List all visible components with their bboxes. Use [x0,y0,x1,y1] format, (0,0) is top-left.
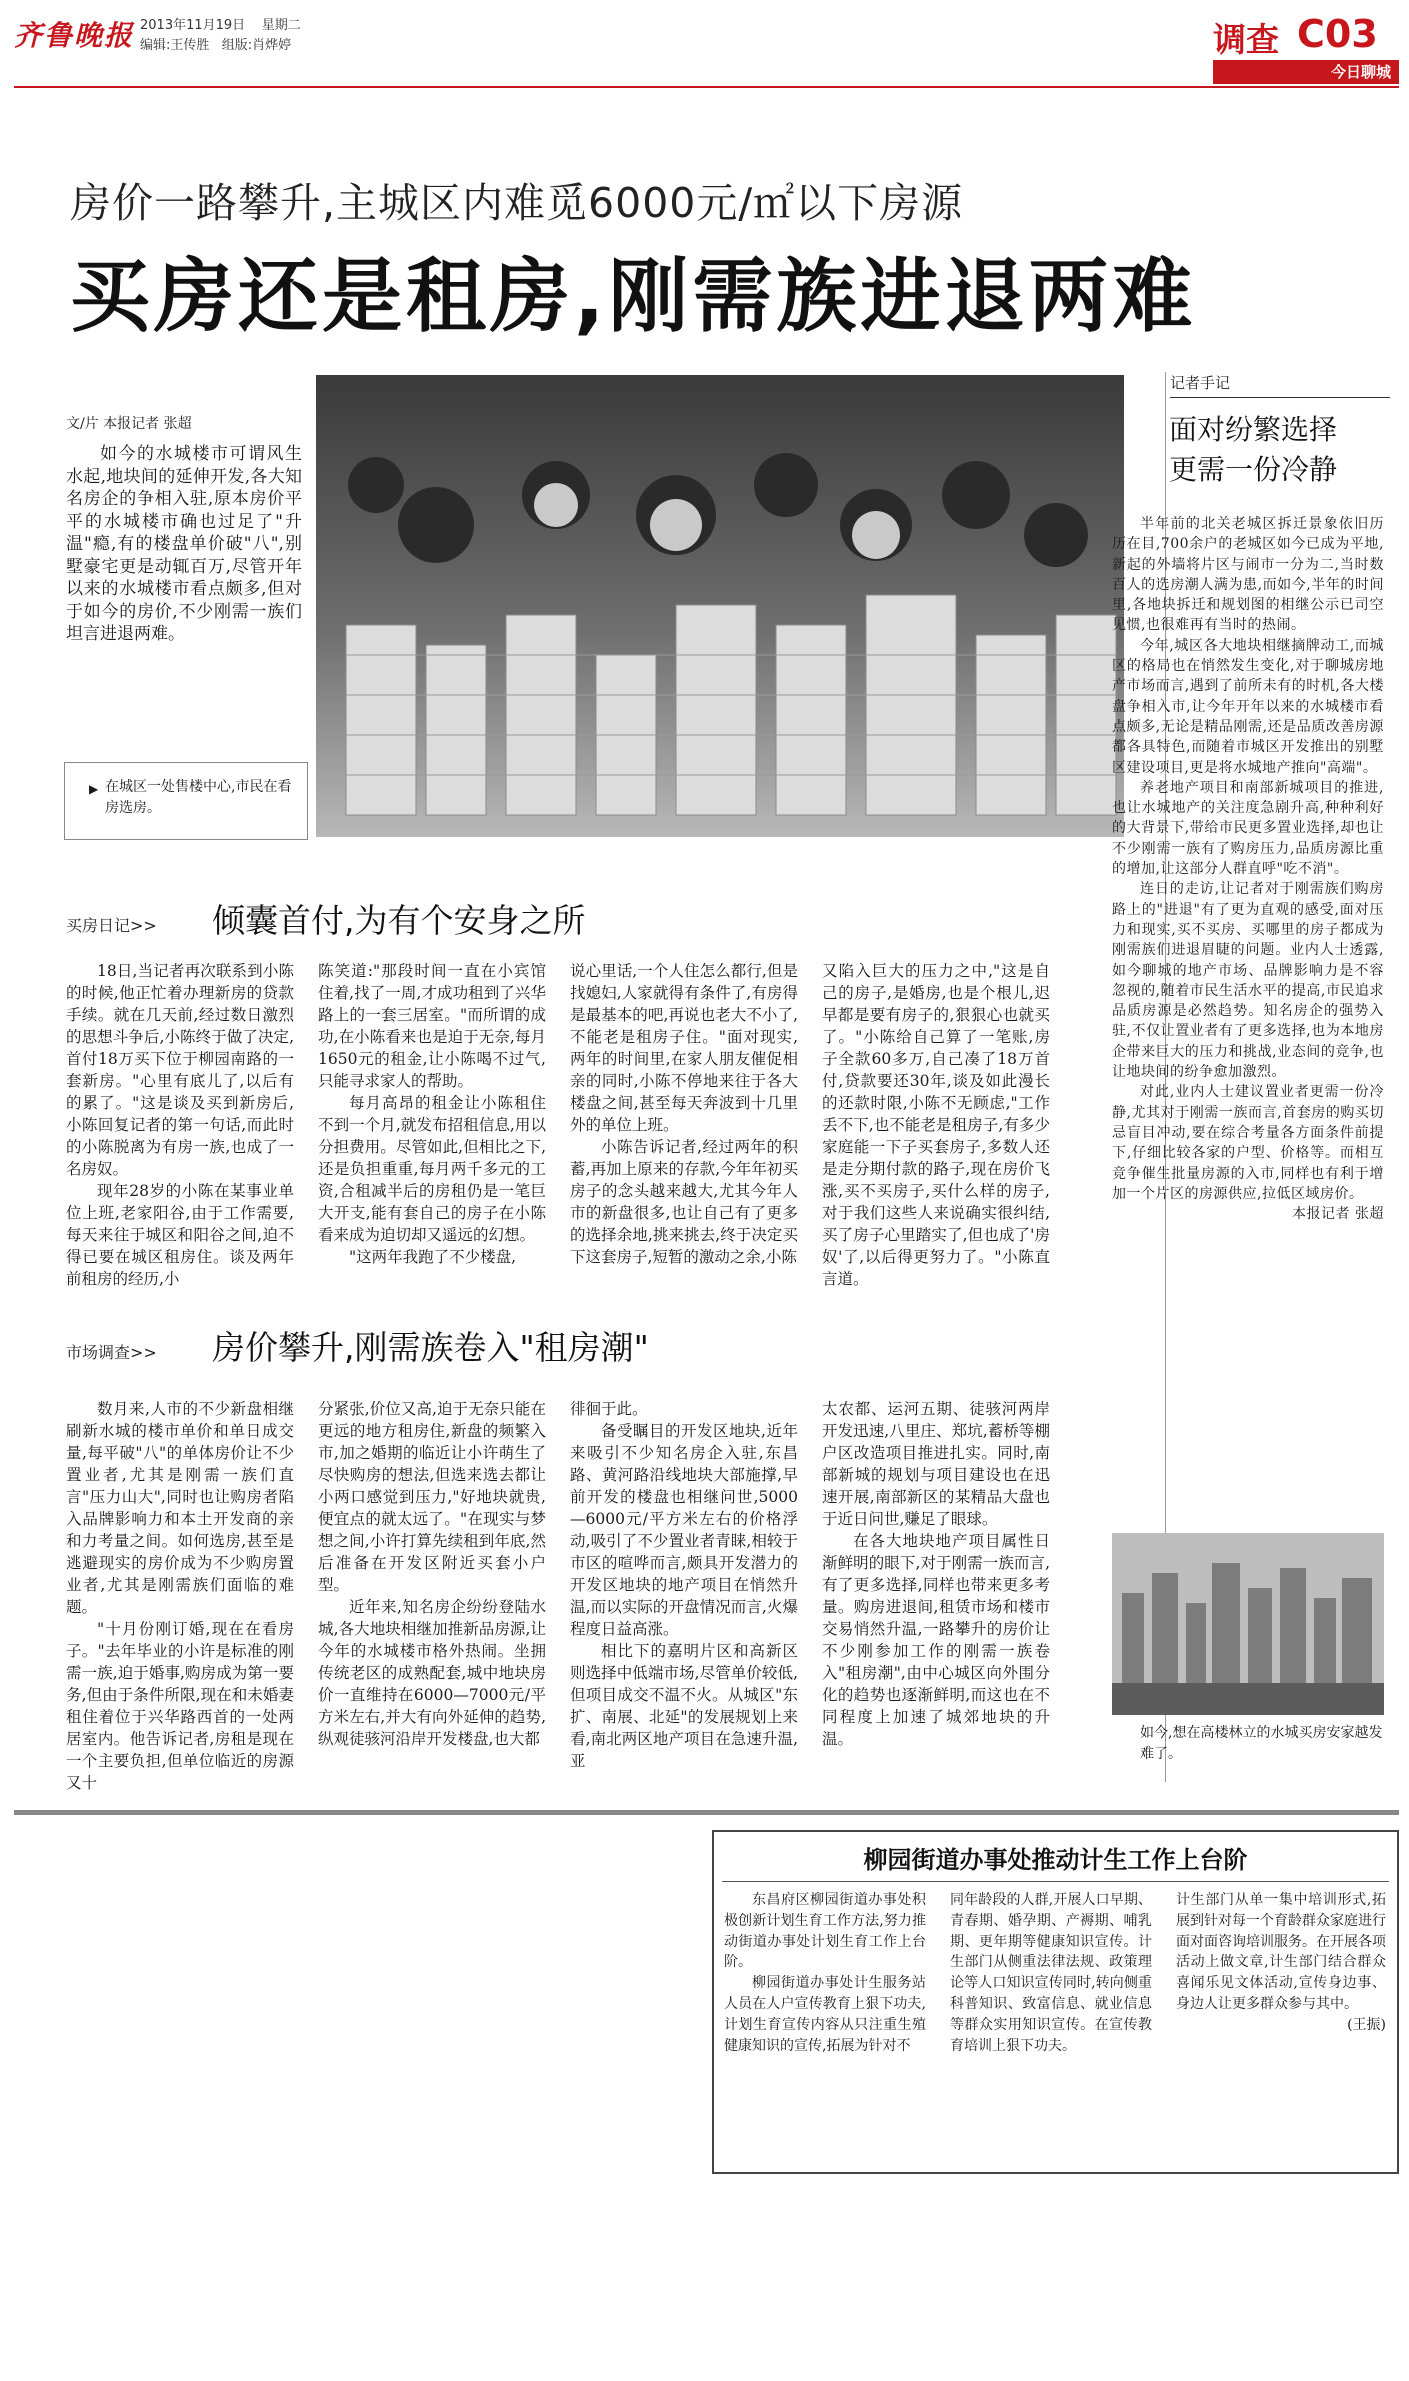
article-kicker: 房价一路攀升,主城区内难觅6000元/㎡以下房源 [70,179,964,227]
skyline-caption: 如今,想在高楼林立的水城买房安家越发难了。 [1140,1725,1383,1762]
issue-weekday: 星期二 [261,18,301,33]
newspaper-logo: 齐鲁晚报 [14,19,135,52]
section1-col3 [570,960,798,1300]
notes-tag: 记者手记 [1170,372,1390,398]
bottom-story-col1 [724,1890,926,2160]
section1-col4 [822,960,1050,1300]
bottom-story-col2 [950,1890,1152,2160]
body-paragraph: 每月高昂的租金让小陈租住不到一个月,就发布招租信息,用以分担费用。尽管如此,但相比之下,还是负担重重,每月两千多元的工资,合租减半后的房租仍是一笔巨大开支,能有套自己的房子在小陈看来成为迫切却又遥远的幻想。 [318,1094,546,1244]
section1-label: 买房日记>> [66,916,157,935]
notes-paragraph: 半年前的北关老城区拆迁景象依旧历历在目,700余户的老城区如今已成为平地,新起的外墙将片区与闹市一分为二,当时数百人的选房潮人满为患,而如今,半年的时间里,各地块拆迁和规划图的相继公示已司空见惯,也很难再有当时的热闹。 [1112,516,1384,634]
bottom-story-col3 [1176,1890,1386,2160]
notes-paragraph: 连日的走访,让记者对于刚需族们购房路上的"进退"有了更为直观的感受,面对压力和现实,买不买房、买哪里的房子都成为刚需族们进退眉睫的问题。业内人士透露,如今聊城的地产市场、品牌影响力是不容忽视的,随着市民生活水平的提高,市民追求品质房源是必然趋势。知名房企的强势入驻,不仅让置业者有了更多选择,也为本地房企带来巨大的压力和挑战,业态间的竞争,也让地块间的纷争愈加激烈。 [1112,881,1384,1081]
notes-paragraph: 对此,业内人士建议置业者更需一份冷静,尤其对于刚需一族而言,首套房的购买切忌盲目冲动,要在综合考量各方面条件前提下,仔细比较各家的户型、价格等。而相互竞争催生批量房源的入市,同样也有利于增加一个片区的房源供应,拉低区域房价。 [1112,1084,1384,1202]
body-paragraph: 同年龄段的人群,开展人口早期、青春期、婚孕期、产褥期、哺乳期、更年期等健康知识宣传。计生部门从侧重法律法规、政策理论等人口知识宣传同时,转向侧重科普知识、致富信息、就业信息等群众实用知识宣传。在宣传教育培训上狠下功夫。 [950,1892,1152,2054]
section2-col2 [318,1398,546,1793]
body-paragraph: 在各大地块地产项目属性日渐鲜明的眼下,对于刚需一族而言,有了更多选择,同样也带来更多考量。购房进退间,租赁市场和楼市交易悄然升温,一路攀升的房价让不少刚参加工作的刚需一族卷入"租房潮",由中心城区向外围分化的趋势也逐渐鲜明,而这也在不同程度上加速了城郊地块的升温。 [822,1532,1050,1748]
bottom-divider [14,1810,1399,1815]
issue-date: 2013年11月19日 [140,18,246,33]
body-paragraph: 太农都、运河五期、徒骇河两岸开发迅速,八里庄、郑坑,蓄桥等棚户区改造项目推进扎实。同时,南部新城的规划与项目建设也在迅速开展,南部新区的某精品大盘也于近日问世,赚足了眼球。 [822,1400,1050,1528]
body-paragraph: 又陷入巨大的压力之中,"这是自己的房子,是婚房,也是个根儿,迟早都是要有房子的,狠狠心也就买了。"小陈给自己算了一笔账,房子全款60多万,自己凑了18万首付,贷款要还30年,谈及如此漫长的还款时限,小陈不无顾虑,"工作丢不下,也不能老是租房子,有多少家庭能一下子买套房子,多数人还是走分期付款的路子,现在房价飞涨,买不买房子,买什么样的房子,对于我们这些人来说确实很纠结,买了房子心里踏实了,但也成了'房奴'了,以后得更努力了。"小陈直言道。 [822,962,1050,1288]
article-lead: 如今的水城楼市可谓风生水起,地块间的延伸开发,各大知名房企的争相入驻,原本房价平平的水城楼市确也过足了"升温"瘾,有的楼盘单价破"八",别墅豪宅更是动辄百万,尽管开年以来的水城楼市看点颇多,但对于如今的房价,不少刚需一族们坦言进退两难。 [66,444,302,644]
page-number: C03 [1297,12,1378,56]
sales-center-photo [316,375,1124,837]
section2-title: 房价攀升,刚需族卷入"租房潮" [212,1328,649,1367]
body-paragraph: 数月来,人市的不少新盘相继刷新水城的楼市单价和单日成交量,每平破"八"的单体房价让不少置业者,尤其是刚需一族们直言"压力山大",同时也让购房者陷入品牌影响力和本土开发商的亲和力考量之间。如何选房,甚至是逃避现实的房价成为不少购房置业者,尤其是刚需族们面临的难题。 [66,1400,294,1616]
editor-line [140,34,291,53]
section2-col4 [822,1398,1050,1793]
body-paragraph: 相比下的嘉明片区和高新区则选择中低端市场,尽管单价较低,但项目成交不温不火。从城区"东扩、南展、北延"的发展规划上来看,南北两区地产项目在急速升温,亚 [570,1642,798,1770]
body-paragraph: 陈笑道:"那段时间一直在小宾馆住着,找了一周,才成功租到了兴华路上的一套三居室。"而所谓的成功,在小陈看来也是迫于无奈,每月1650元的租金,让小陈喝不过气,只能寻求家人的帮助。 [318,962,546,1090]
notes-title [1108,410,1398,490]
section1-title: 倾囊首付,为有个安身之所 [212,901,586,940]
body-paragraph: 徘徊于此。 [570,1400,648,1418]
section1-col2 [318,960,546,1300]
sales-center-photo-art [316,375,1124,837]
issue-date-line [140,14,301,33]
notes-title-line1: 面对纷繁选择 [1168,413,1337,446]
bottom-story-author: (王振) [1347,2016,1386,2033]
section2-label: 市场调查>> [66,1343,157,1362]
notes-body [1112,514,1384,1224]
skyline-photo [1112,1533,1384,1715]
bottom-story-title: 柳园街道办事处推动计生工作上台阶 [863,1846,1248,1874]
body-paragraph: 分紧张,价位又高,迫于无奈只能在更远的地方租房住,新盘的频繁入市,加之婚期的临近让小许萌生了尽快购房的想法,但选来选去都让小两口感觉到压力,"好地块就贵,便宜点的就太远了。"在现实与梦想之间,小许打算先续租到年底,然后准备在开发区附近买套小户型。 [318,1400,546,1594]
section2-col1 [66,1398,294,1793]
body-paragraph: 说心里话,一个人住怎么都行,但是找媳妇,人家就得有条件了,有房得是最基本的吧,再说也老大不小了,不能老是租房子住。"面对现实,两年的时间里,在家人朋友催促相亲的同时,小陈不停地来往于各大楼盘之间,甚至每天奔波到十几里外的单位上班。 [570,962,798,1134]
section2-col3 [570,1398,798,1793]
sub-section-bar: 今日聊城 [1213,60,1399,84]
photo-caption [64,762,308,840]
caption-arrow-icon: ▶ [89,782,99,796]
body-paragraph: 柳园街道办事处计生服务站人员在人户宣传教育上狠下功夫,计划生育宣传内容从只注重生殖健康知识的宣传,拓展为针对不 [724,1975,926,2054]
notes-title-line2: 更需一份冷静 [1168,453,1337,486]
section1-col1 [66,960,294,1300]
body-paragraph: "十月份刚订婚,现在在看房子。"去年毕业的小许是标准的刚需一族,迫于婚事,购房成为第一要务,但由于条件所限,现在和未婚妻租住着位于兴华路西首的一处两居室内。他告诉记者,房租是现在一个主要负担,但单位临近的房源又十 [66,1620,294,1792]
masthead-rule [14,86,1399,88]
body-paragraph: 18日,当记者再次联系到小陈的时候,他正忙着办理新房的贷款手续。就在几天前,经过数日激烈的思想斗争后,小陈终于做了决定,首付18万买下位于柳园南路的一套新房。"心里有底儿了,以后有的累了。"这是谈及买到新房后,小陈回复记者的第一句话,而此时的小陈脱离为有房一族,也成了一名房奴。 [66,962,294,1178]
bottom-story-rule [722,1881,1389,1882]
body-paragraph: 备受瞩目的开发区地块,近年来吸引不少知名房企入驻,东昌路、黄河路沿线地块大部施撑,早前开发的楼盘也相继问世,5000—6000元/平方米左右的价格浮动,吸引了不少置业者青睐,相较于市区的喧哗而言,颇具开发潜力的开发区地块的地产项目在悄然升温,而以实际的开盘情况而言,火爆程度日益高涨。 [570,1422,798,1638]
section-tag: 调查 [1213,20,1279,59]
body-paragraph: 近年来,知名房企纷纷登陆水城,各大地块相继加推新品房源,让今年的水城楼市格外热闹。坐拥传统老区的成熟配套,城中地块房价一直维持在6000—7000元/平方米左右,并大有向外延伸的趋势,纵观徒骇河沿岸开发楼盘,也大都 [318,1598,546,1748]
article-headline: 买房还是租房,刚需族进退两难 [70,250,1197,343]
skyline-photo-art [1112,1533,1384,1715]
editor-credit: 编辑:王传胜 [140,38,210,53]
notes-paragraph: 今年,城区各大地块相继摘牌动工,而城区的格局也在悄然发生变化,对于聊城房地产市场而言,遇到了前所未有的时机,各大楼盘争相入市,让今年开年以来的水城楼市看点颇多,无论是精品刚需,还是品质改善房源都各具特色,而随着市城区开发推出的别墅区建设项目,更是将水城地产推向"高端"。 [1112,637,1384,776]
body-paragraph: 计生部门从单一集中培训形式,拓展到针对每一个育龄群众家庭进行面对面咨询培训服务。在开展各项活动上做文章,计生部门结合群众喜闻乐见文体活动,宣传身边事、身边人让更多群众参与其中。 [1176,1892,1386,2012]
photo-caption-text: 在城区一处售楼中心,市民在看房选房。 [105,779,292,816]
body-paragraph: 小陈告诉记者,经过两年的积蓄,再加上原来的存款,今年年初买房子的念头越来越大,尤其今年人市的新盘很多,也让自己有了更多的选择余地,挑来挑去,终于决定买下这套房子,短暂的激动之余,小陈 [570,1138,798,1266]
body-paragraph: 东昌府区柳园街道办事处积极创新计划生育工作方法,努力推动街道办事处计划生育工作上台阶。 [724,1892,926,1971]
notes-author: 本报记者 张超 [1292,1206,1384,1223]
article-byline: 文/片 本报记者 张超 [66,416,192,432]
body-paragraph: "这两年我跑了不少楼盘, [349,1248,517,1266]
notes-paragraph: 养老地产项目和南部新城项目的推进,也让水城地产的关注度急剧升高,种种利好的大背景下,带给市民更多置业选择,却也让不少刚需一族有了购房压力,品质房源比重的增加,让这部分人群直呼"吃不消"。 [1112,779,1384,878]
layout-credit: 组版:肖烨婷 [221,38,292,53]
body-paragraph: 现年28岁的小陈在某事业单位上班,老家阳谷,由于工作需要,每天来往于城区和阳谷之间,迫不得已要在城区租房住。谈及两年前租房的经历,小 [66,1182,294,1288]
